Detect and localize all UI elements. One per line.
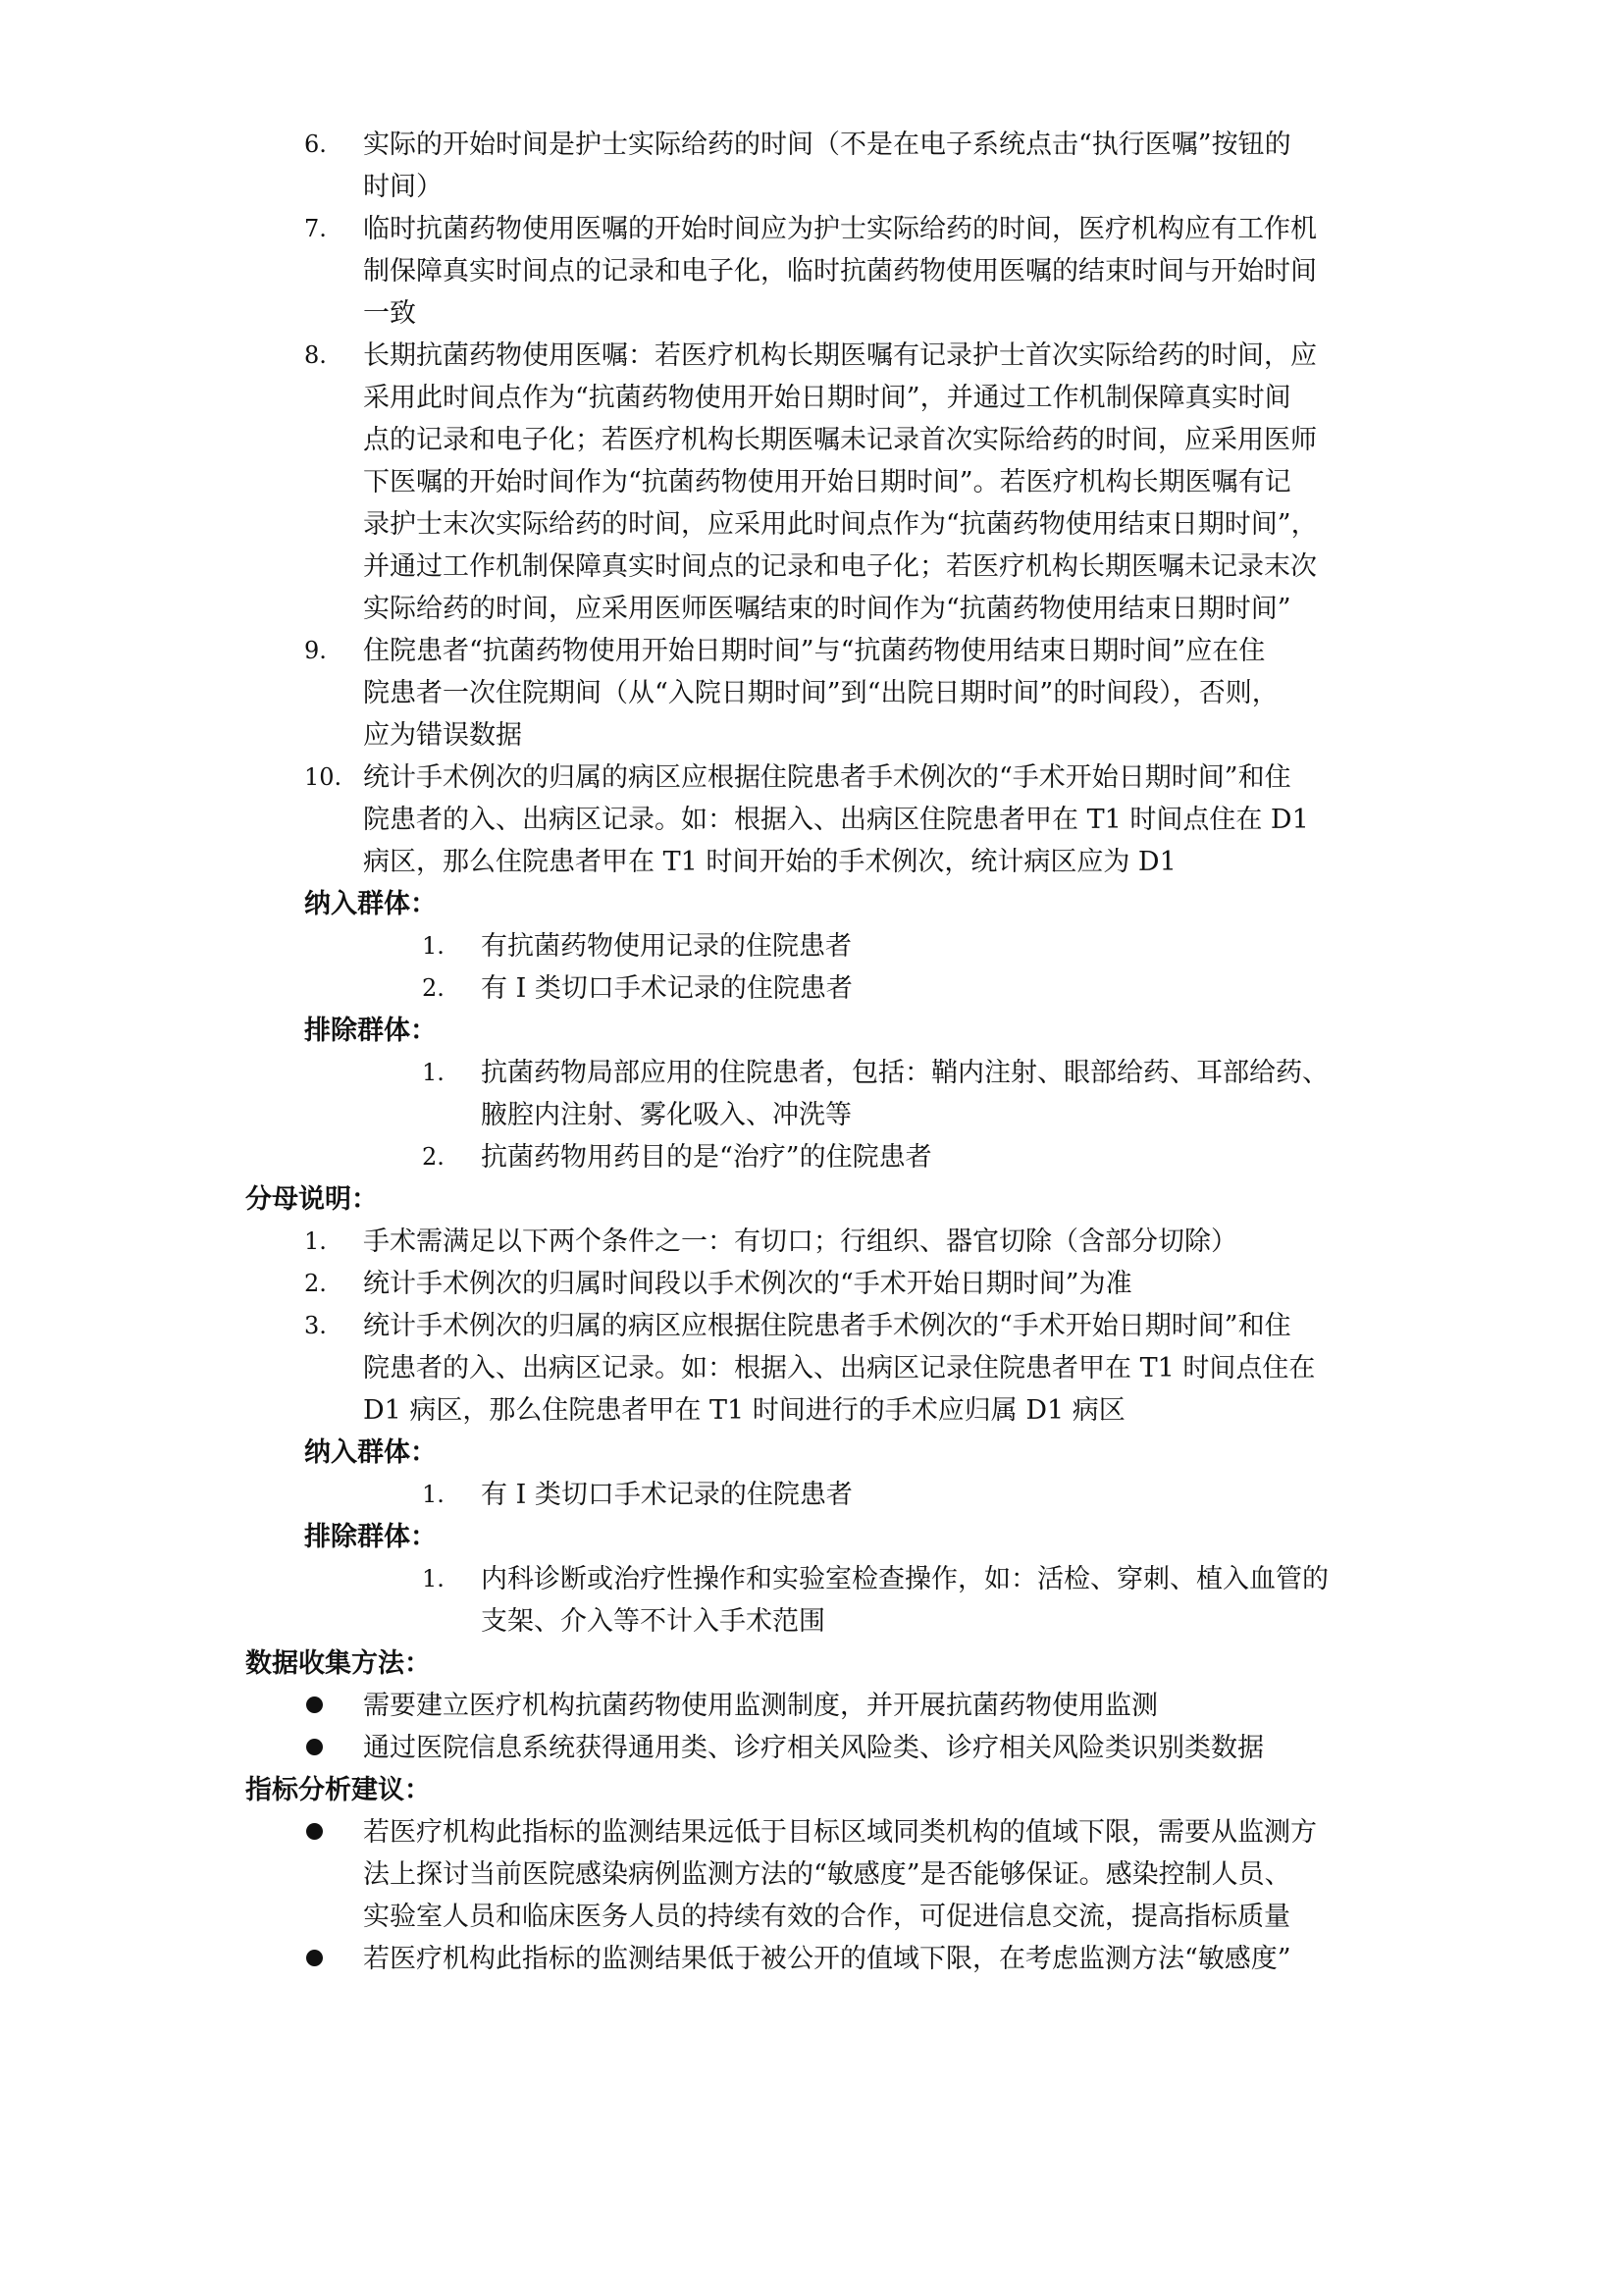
include-heading: 纳入群体： xyxy=(304,889,437,919)
item-text: 临时抗菌药物使用医嘱的开始时间应为护士实际给药的时间，医疗机构应有工作机 xyxy=(363,214,1317,244)
item-text: 支架、介入等不计入手术范围 xyxy=(481,1606,825,1637)
item-text: 需要建立医疗机构抗菌药物使用监测制度，并开展抗菌药物使用监测 xyxy=(363,1691,1158,1721)
item-text: 长期抗菌药物使用医嘱：若医疗机构长期医嘱有记录护士首次实际给药的时间，应 xyxy=(363,340,1317,371)
item-number: 6. xyxy=(304,130,327,158)
item-text: 一致 xyxy=(363,298,416,329)
item-text: 若医疗机构此指标的监测结果远低于目标区域同类机构的值域下限，需要从监测方 xyxy=(363,1817,1317,1848)
item-text: 手术需满足以下两个条件之一：有切口；行组织、器官切除（含部分切除） xyxy=(363,1226,1237,1257)
item-text: 法上探讨当前医院感染病例监测方法的“敏感度”是否能够保证。感染控制人员、 xyxy=(363,1859,1291,1890)
item-number: 1. xyxy=(422,1565,445,1592)
item-text: 院患者的入、出病区记录。如：根据入、出病区记录住院患者甲在 T1 时间点住在 xyxy=(363,1353,1316,1383)
analysis-heading: 指标分析建议： xyxy=(245,1775,431,1805)
item-number: 1. xyxy=(422,1059,445,1086)
item-text: 院患者的入、出病区记录。如：根据入、出病区住院患者甲在 T1 时间点住在 D1 xyxy=(363,805,1309,835)
item-text: 统计手术例次的归属的病区应根据住院患者手术例次的“手术开始日期时间”和住 xyxy=(363,762,1291,793)
item-text: 下医嘱的开始时间作为“抗菌药物使用开始日期时间”。若医疗机构长期医嘱有记 xyxy=(363,467,1291,497)
bullet-icon xyxy=(306,1696,323,1713)
item-text: 若医疗机构此指标的监测结果低于被公开的值域下限，在考虑监测方法“敏感度” xyxy=(363,1944,1291,1974)
item-text: 有抗菌药物使用记录的住院患者 xyxy=(481,931,852,962)
item-text: 有 I 类切口手术记录的住院患者 xyxy=(481,1480,853,1510)
bullet-icon xyxy=(306,1950,323,1966)
item-text: 时间） xyxy=(363,172,443,202)
item-text: D1 病区，那么住院患者甲在 T1 时间进行的手术应归属 D1 病区 xyxy=(363,1395,1126,1426)
denominator-heading: 分母说明： xyxy=(245,1184,378,1215)
item-text: 有 I 类切口手术记录的住院患者 xyxy=(481,973,853,1004)
item-text: 通过医院信息系统获得通用类、诊疗相关风险类、诊疗相关风险类识别类数据 xyxy=(363,1733,1264,1763)
item-number: 10. xyxy=(304,763,342,791)
item-text: 抗菌药物局部应用的住院患者，包括：鞘内注射、眼部给药、耳部给药、 xyxy=(481,1058,1329,1088)
item-number: 8. xyxy=(304,341,327,369)
item-text: 实际给药的时间，应采用医师医嘱结束的时间作为“抗菌药物使用结束日期时间” xyxy=(363,594,1291,624)
item-text: 统计手术例次的归属时间段以手术例次的“手术开始日期时间”为准 xyxy=(363,1269,1132,1299)
item-text: 实际的开始时间是护士实际给药的时间（不是在电子系统点击“执行医嘱”按钮的 xyxy=(363,130,1291,160)
item-text: 抗菌药物用药目的是“治疗”的住院患者 xyxy=(481,1142,932,1173)
item-number: 2. xyxy=(304,1270,327,1297)
item-number: 1. xyxy=(304,1227,327,1255)
item-text: 制保障真实时间点的记录和电子化，临时抗菌药物使用医嘱的结束时间与开始时间 xyxy=(363,256,1317,287)
item-number: 1. xyxy=(422,1481,445,1508)
bullet-icon xyxy=(306,1823,323,1840)
include-heading: 纳入群体： xyxy=(304,1437,437,1468)
item-text: 并通过工作机制保障真实时间点的记录和电子化；若医疗机构长期医嘱未记录末次 xyxy=(363,551,1317,582)
item-number: 3. xyxy=(304,1312,327,1339)
item-text: 录护士末次实际给药的时间，应采用此时间点作为“抗菌药物使用结束日期时间”， xyxy=(363,509,1318,540)
exclude-heading: 排除群体： xyxy=(304,1016,437,1046)
item-text: 内科诊断或治疗性操作和实验室检查操作，如：活检、穿刺、植入血管的 xyxy=(481,1564,1329,1594)
collection-heading: 数据收集方法： xyxy=(245,1648,431,1679)
exclude-heading: 排除群体： xyxy=(304,1522,437,1552)
item-text: 采用此时间点作为“抗菌药物使用开始日期时间”，并通过工作机制保障真实时间 xyxy=(363,383,1291,413)
item-text: 住院患者“抗菌药物使用开始日期时间”与“抗菌药物使用结束日期时间”应在住 xyxy=(363,636,1266,666)
item-number: 7. xyxy=(304,215,327,242)
item-number: 2. xyxy=(422,974,445,1002)
item-number: 9. xyxy=(304,637,327,664)
item-text: 点的记录和电子化；若医疗机构长期医嘱未记录首次实际给药的时间，应采用医师 xyxy=(363,425,1317,455)
item-text: 病区，那么住院患者甲在 T1 时间开始的手术例次，统计病区应为 D1 xyxy=(363,847,1177,877)
item-text: 统计手术例次的归属的病区应根据住院患者手术例次的“手术开始日期时间”和住 xyxy=(363,1311,1291,1341)
bullet-icon xyxy=(306,1739,323,1755)
item-text: 应为错误数据 xyxy=(363,720,522,751)
item-number: 1. xyxy=(422,932,445,960)
item-text: 院患者一次住院期间（从“入院日期时间”到“出院日期时间”的时间段），否则， xyxy=(363,678,1279,708)
item-text: 实验室人员和临床医务人员的持续有效的合作，可促进信息交流，提高指标质量 xyxy=(363,1902,1290,1932)
item-text: 腋腔内注射、雾化吸入、冲洗等 xyxy=(481,1100,852,1130)
item-number: 2. xyxy=(422,1143,445,1171)
